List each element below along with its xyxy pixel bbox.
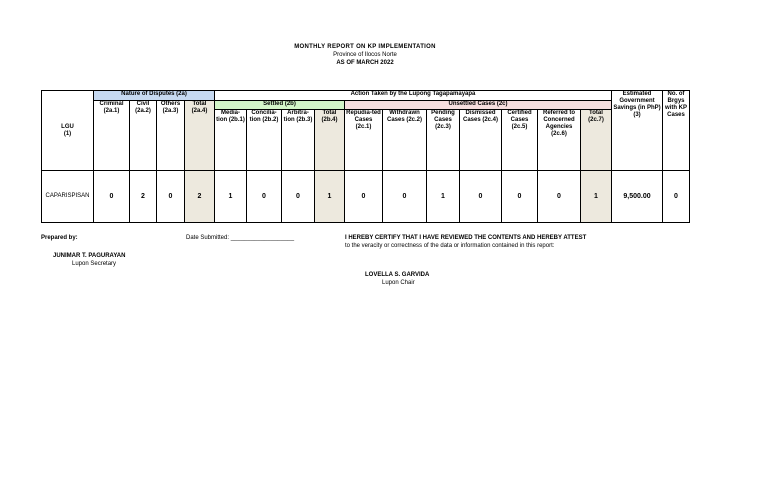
civil-cell: 2 — [130, 171, 157, 223]
dismissed-cell: 0 — [460, 171, 502, 223]
total-a-header: Total (2a.4) — [185, 101, 215, 171]
action-taken-header: Action Taken by the Lupong Tagapamayapa — [215, 91, 612, 101]
lgu-header — [42, 91, 94, 171]
criminal-cell: 0 — [94, 171, 130, 223]
others-cell: 0 — [157, 171, 185, 223]
repudiated-header: Repudia-ted Cases (2c.1) — [345, 110, 383, 171]
pending-header: Pending Cases (2c.3) — [427, 110, 460, 171]
certify-line-2: to the veracity or correctness of the data or information contained in this report: — [345, 243, 555, 249]
conciliation-header: Concilia-tion (2b.2) — [247, 110, 282, 171]
nature-of-disputes-header: Nature of Disputes (2a) — [94, 91, 215, 101]
civil-header: Civil (2a.2) — [130, 101, 157, 171]
lgu-header-label: LGU — [61, 123, 74, 130]
table-row — [42, 171, 690, 223]
preparer-title: Lupon Secretary — [72, 261, 117, 267]
total-b-header: Total (2b.4) — [315, 110, 345, 171]
criminal-header: Criminal (2a.1) — [94, 101, 130, 171]
mediation-cell: 1 — [215, 171, 247, 223]
others-header: Others (2a.3) — [157, 101, 185, 171]
province-label: Province of Ilocos Norte — [333, 52, 397, 58]
preparer-name: JUNIMAR T. PAGURAYAN — [53, 253, 126, 259]
withdrawn-header: Withdrawn Cases (2c.2) — [383, 110, 427, 171]
repudiated-cell: 0 — [345, 171, 383, 223]
chair-name: LOVELLA S. GARVIDA — [365, 272, 430, 278]
total-b-cell: 1 — [315, 171, 345, 223]
total-a-cell: 2 — [185, 171, 215, 223]
brgys-cell: 0 — [663, 171, 690, 223]
savings-header: Estimated Government Savings (in PhP) (3) — [612, 91, 663, 171]
lgu-name-cell: CAPARISPISAN — [42, 171, 94, 223]
dismissed-header: Dismissed Cases (2c.4) — [460, 110, 502, 171]
date-submitted-label: Date Submitted: ___________________ — [186, 235, 295, 241]
chair-title: Lupon Chair — [382, 280, 415, 286]
certify-line-1: I HEREBY CERTIFY THAT I HAVE REVIEWED THE CONTENTS AND HEREBY ATTEST — [345, 235, 587, 241]
mediation-header: Media-tion (2b.1) — [215, 110, 247, 171]
prepared-by-label: Prepared by: — [41, 235, 78, 241]
unsettled-header: Unsettled Cases (2c) — [345, 101, 612, 110]
report-title: MONTHLY REPORT ON KP IMPLEMENTATION — [294, 44, 436, 50]
kp-report-table — [41, 90, 690, 223]
as-of-label: AS OF MARCH 2022 — [336, 60, 394, 66]
brgys-header: No. of Brgys with KP Cases — [663, 91, 690, 171]
lgu-header-num: (1) — [63, 130, 72, 137]
referred-header: Referred to Concerned Agencies (2c.6) — [538, 110, 581, 171]
total-c-cell: 1 — [581, 171, 612, 223]
savings-cell: 9,500.00 — [612, 171, 663, 223]
total-c-header: Total (2c.7) — [581, 110, 612, 171]
certified-cell: 0 — [502, 171, 538, 223]
arbitration-cell: 0 — [282, 171, 315, 223]
pending-cell: 1 — [427, 171, 460, 223]
conciliation-cell: 0 — [247, 171, 282, 223]
referred-cell: 0 — [538, 171, 581, 223]
withdrawn-cell: 0 — [383, 171, 427, 223]
settled-header: Settled (2b) — [215, 101, 345, 110]
arbitration-header: Arbitra-tion (2b.3) — [282, 110, 315, 171]
certified-header: Certified Cases (2c.5) — [502, 110, 538, 171]
